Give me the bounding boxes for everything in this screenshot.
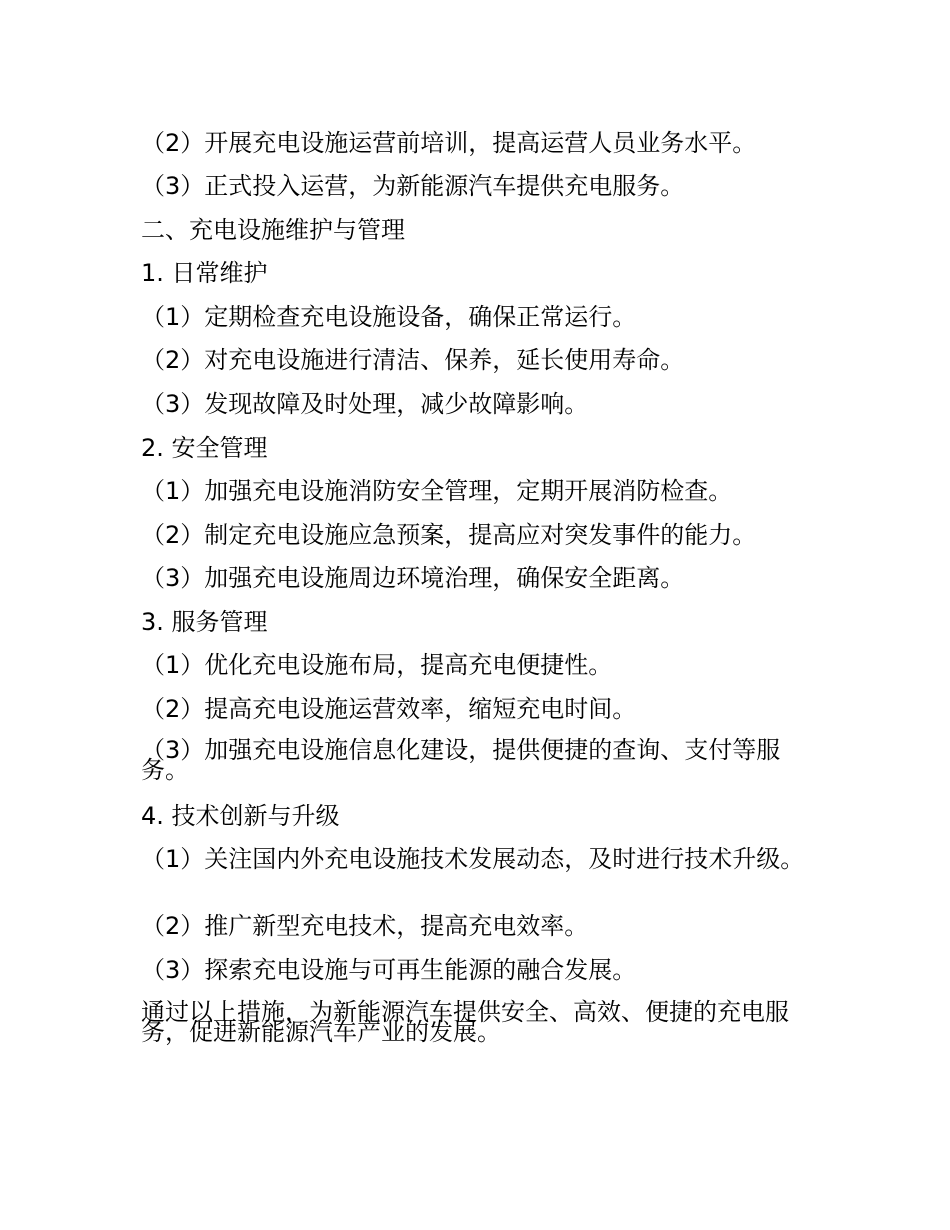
subheading-safety-management: 2. 安全管理 <box>141 434 268 462</box>
paragraph-start-operation: （3）正式投入运营，为新能源汽车提供充电服务。 <box>141 172 685 200</box>
paragraph-tech-trends: （1）关注国内外充电设施技术发展动态，及时进行技术升级。 <box>141 845 805 873</box>
paragraph-layout-optimization: （1）优化充电设施布局，提高充电便捷性。 <box>141 651 613 679</box>
paragraph-cleaning: （2）对充电设施进行清洁、保养，延长使用寿命。 <box>141 346 685 374</box>
paragraph-new-tech: （2）推广新型充电技术，提高充电效率。 <box>141 912 589 940</box>
paragraph-environment: （3）加强充电设施周边环境治理，确保安全距离。 <box>141 564 685 592</box>
subheading-tech-innovation: 4. 技术创新与升级 <box>141 802 340 830</box>
paragraph-conclusion: 通过以上措施，为新能源汽车提供安全、高效、便捷的充电服务，促进新能源汽车产业的发展。 <box>141 998 789 1046</box>
subheading-daily-maintenance: 1. 日常维护 <box>141 259 268 287</box>
paragraph-emergency-plan: （2）制定充电设施应急预案，提高应对突发事件的能力。 <box>141 521 757 549</box>
paragraph-regular-inspection: （1）定期检查充电设施设备，确保正常运行。 <box>141 303 637 331</box>
paragraph-fault-handling: （3）发现故障及时处理，减少故障影响。 <box>141 390 589 418</box>
section-heading-maintenance: 二、充电设施维护与管理 <box>141 216 405 244</box>
paragraph-operation-training: （2）开展充电设施运营前培训，提高运营人员业务水平。 <box>141 129 757 157</box>
subheading-service-management: 3. 服务管理 <box>141 608 268 636</box>
paragraph-renewable: （3）探索充电设施与可再生能源的融合发展。 <box>141 956 637 984</box>
paragraph-fire-safety: （1）加强充电设施消防安全管理，定期开展消防检查。 <box>141 477 733 505</box>
paragraph-informatization: （3）加强充电设施信息化建设，提供便捷的查询、支付等服务。 <box>141 736 781 784</box>
paragraph-efficiency: （2）提高充电设施运营效率，缩短充电时间。 <box>141 695 637 723</box>
